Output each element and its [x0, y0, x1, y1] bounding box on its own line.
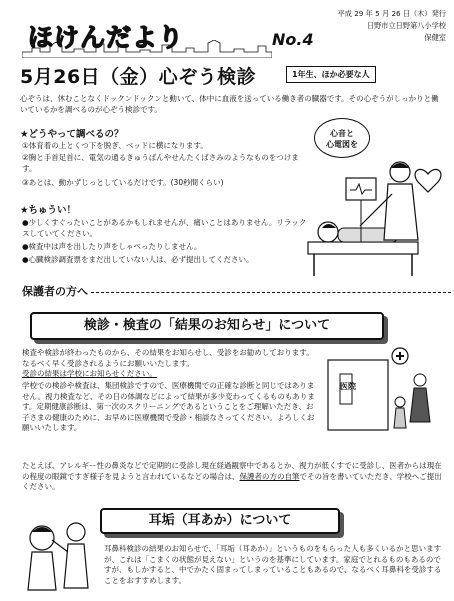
- clinic-sign: 医院: [340, 382, 356, 391]
- caution-item: ●検査中は声を出したり声をしゃべったりしません。: [22, 242, 202, 251]
- how-step: ②胸と手首足首に、電気の通るきゅうばんやせんたくばさみのようなものをつけます。: [22, 153, 299, 173]
- newsletter-title: ほけんだより: [28, 23, 185, 52]
- results-paragraph: 検査や検診が終わったものから、その結果をお知らせし、受診をお勧めしております。なるべく早く受診されるようにお願いいたします。: [22, 348, 314, 368]
- issue-number: No.4: [272, 30, 314, 49]
- how-step: ③あとは、動かずじっとしているだけです。(30秒間くらい): [22, 178, 224, 187]
- heart-exam-illustration: [300, 150, 448, 280]
- earwax-banner: 耳垢（耳あか）について: [100, 508, 340, 534]
- results-note: 受診の結果は学校にお知らせください。: [22, 369, 157, 378]
- office-name: 保健室: [424, 33, 446, 42]
- how-heading: ★どうやって調べるの？: [20, 129, 124, 140]
- results-paragraph: 学校での検診や検査は、集団検診ですので、医療機関での正確な診断と同じではありません。視力検査など、その日の体調などによって結果が多少変わってくるものもあります。定期健康診断は、第一次のスクリーニングであるということをご理解いただき、お子さまの健康のために、お早めに医療機関で受診・相談なさってください。よろしくお願いいたします。: [22, 381, 315, 432]
- caution-item: ●心臓検診調査票をまだ出していない人は、必ず提出してください。: [22, 255, 254, 264]
- ear-exam-illustration: [18, 508, 98, 598]
- school-name: 日野市立日野第八小学校: [366, 21, 446, 30]
- speech-bubble: 心音と 心電図を: [314, 118, 370, 158]
- target-badge: 1年生、ほか必要な人: [286, 66, 376, 83]
- results-banner: 検診・検査の「結果のお知らせ」について: [30, 312, 384, 340]
- earwax-paragraph: 耳鼻科検診の結果のお知らせで、「耳垢（耳あか）」というものをもらった人も多くいるかと思いますが、これは「こまくの状態が見えない」というのを基準にしています。家庭でとれるものもあるのですが、もしかすると、中でかたく固まってしまっていることもあるので、なるべく耳鼻科を受診することをおすすめします。: [104, 544, 442, 585]
- newsletter-logo: [22, 4, 272, 58]
- publication-info: [338, 8, 446, 44]
- results-paragraph: たとえば、アレルギー性の鼻炎などで定期的に受診し現在経過観察中であるとか、視力が低くすでに受診し、医者からは現在の程度の眼鏡ですぎ様子を見ようと言われているなどの場合は、保護者の方の自筆でその旨を書いていただき、学校へご提出ください。: [22, 461, 442, 491]
- how-step: ①体育着の上とくつ下を脱ぎ、ベッドに横になります。: [22, 141, 208, 150]
- publish-date: 平成 29 年 5 月 26 日（木）発行: [337, 9, 446, 18]
- caution-item: ●少しくすぐったいことがあるかもしれませんが、痛いことはありません。リラックスしていてください。: [22, 218, 307, 238]
- page-headline: 5月26日（金）心ぞう検診: [20, 66, 257, 88]
- masthead: [0, 0, 454, 62]
- caution-heading: ★ちゅうい！: [20, 205, 77, 216]
- guardian-section-label: 保護者の方へ: [22, 283, 451, 299]
- intro-paragraph: 心ぞうは、休むことなくドックンドックンと動いて、体中に血液を送っている働き者の臓器です。その心ぞうがしっかりと働いているかを調べるのが心ぞう検診です。: [20, 94, 439, 114]
